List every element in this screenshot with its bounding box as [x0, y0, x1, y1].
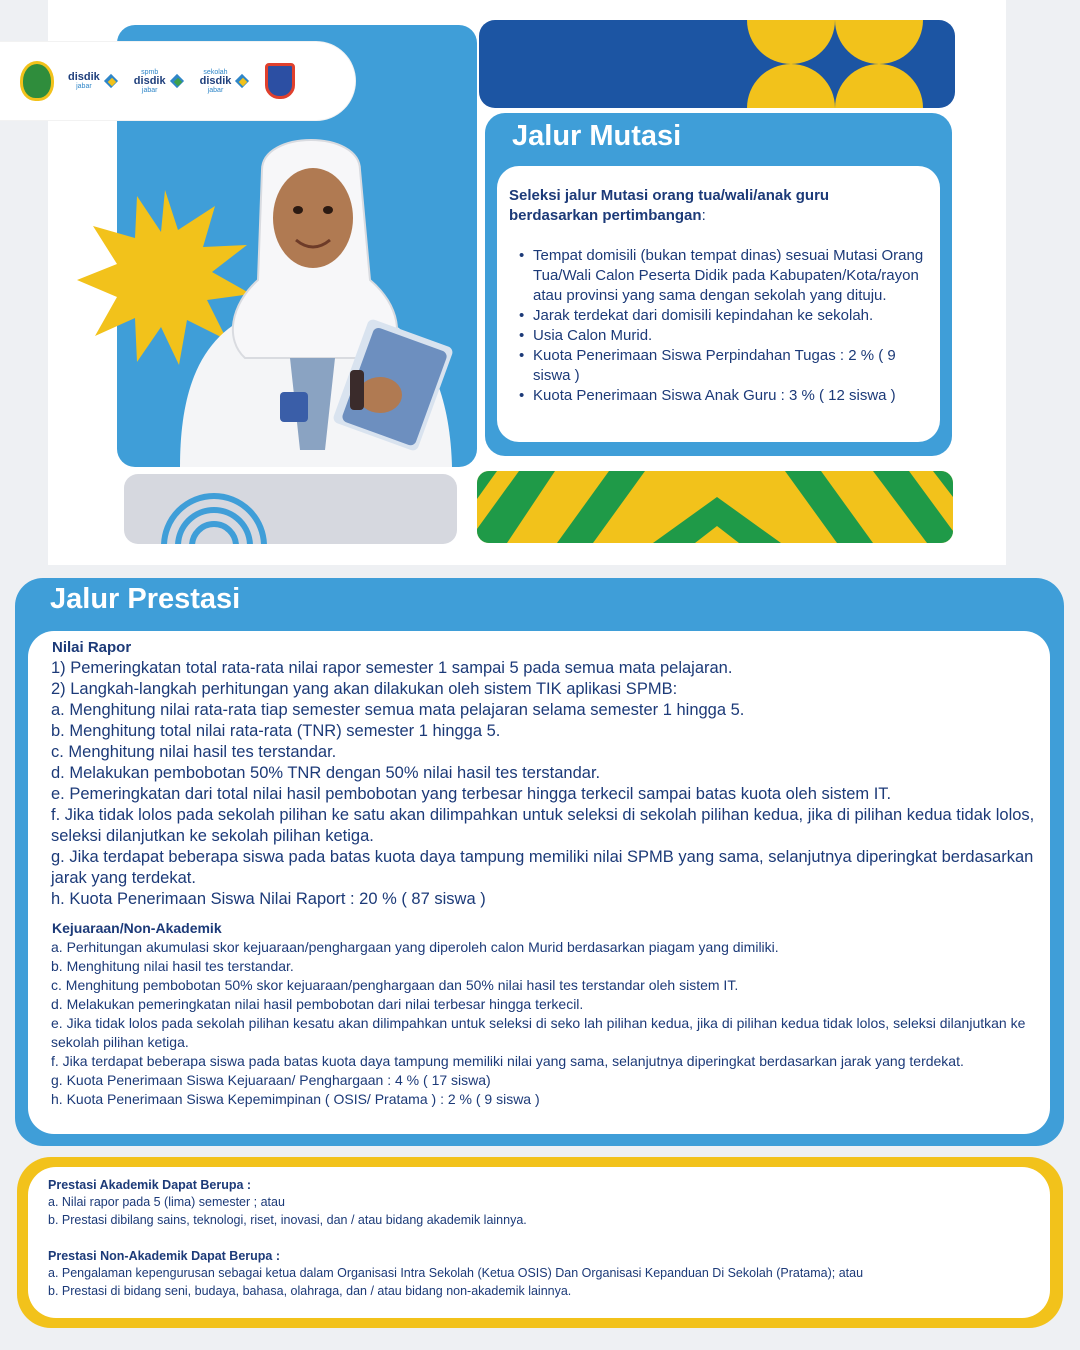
decorative-stripe-bar: [477, 471, 953, 543]
diamond-icon: [168, 72, 186, 90]
akademik-heading: Prestasi Akademik Dapat Berupa :: [48, 1178, 252, 1192]
list-item: b. Prestasi di bidang seni, budaya, bahasa, olahraga, dan / atau bidang non-akademik lainnya.: [48, 1283, 572, 1298]
mutasi-criteria-list: [519, 246, 924, 406]
list-item: • Kuota Penerimaan Siswa Perpindahan Tugas : 2 % ( 9 siswa ): [519, 346, 924, 386]
logo-text: spmb: [141, 68, 159, 76]
list-item: d. Melakukan pembobotan 50% TNR dengan 50% nilai hasil tes terstandar.: [51, 764, 601, 782]
decorative-top-bar: [479, 20, 955, 108]
list-item: f. Jika terdapat beberapa siswa pada batas kuota daya tampung memiliki nilai yang sama, selanjutnya diperingkat berdasarkan jarak yang terdekat.: [51, 1053, 964, 1069]
list-item: c. Menghitung pembobotan 50% skor kejuaraan/penghargaan dan 50% nilai hasil tes terstandar oleh sistem IT.: [51, 977, 739, 993]
list-item: a. Nilai rapor pada 5 (lima) semester ; atau: [48, 1195, 285, 1209]
diamond-icon: [102, 72, 120, 90]
logo-text: disdik: [133, 74, 166, 87]
circle-pattern-decoration: [479, 20, 955, 108]
list-item: a. Pengalaman kepengurusan sebagai ketua dalam Organisasi Intra Sekolah (Ketua OSIS) Dan Organisasi Kepanduan Di Sekolah (Pratama); atau: [48, 1266, 864, 1280]
logo-text: disdik: [199, 74, 232, 87]
non-akademik-heading: Prestasi Non-Akademik Dapat Berupa :: [48, 1249, 281, 1263]
disdik-jabar-logo: [68, 72, 120, 90]
list-item: a. Menghitung nilai rata-rata tiap semester semua mata pelajaran selama semester 1 hingga 5.: [51, 701, 745, 719]
prestasi-title: Jalur Prestasi: [50, 583, 241, 615]
list-item: • Jarak terdekat dari domisili kepindahan ke sekolah.: [519, 306, 924, 326]
list-item: d. Melakukan pemeringkatan nilai hasil pembobotan dari nilai terbesar hingga terkecil.: [51, 996, 584, 1012]
list-item: h. Kuota Penerimaan Siswa Kepemimpinan ( OSIS/ Pratama ) : 2 % ( 9 siswa ): [51, 1091, 540, 1107]
jabar-emblem-logo: [20, 61, 54, 101]
nilai-rapor-list: [51, 658, 1041, 910]
diamond-icon: [233, 72, 251, 90]
list-item: c. Menghitung nilai hasil tes terstandar.: [51, 743, 337, 761]
logo-text: sekolah: [203, 68, 228, 76]
arc-pattern-decoration: [124, 474, 457, 544]
list-item: e. Pemeringkatan dari total nilai hasil pembobotan yang terbesar hingga terkecil sampai batas kuota oleh sistem IT.: [51, 785, 892, 803]
list-item: b. Menghitung total nilai rata-rata (TNR) semester 1 hingga 5.: [51, 722, 501, 740]
list-item: g. Kuota Penerimaan Siswa Kejuaraan/ Penghargaan : 4 % ( 17 siswa): [51, 1072, 491, 1088]
list-item: g. Jika terdapat beberapa siswa pada batas kuota daya tampung memiliki nilai SPMB yang sama, selanjutnya diperingkat berdasarkan jarak yang terdekat.: [51, 848, 1034, 887]
list-item: b. Prestasi dibilang sains, teknologi, riset, inovasi, dan / atau bidang akademik lainnya.: [48, 1212, 527, 1227]
kejuaraan-list: [51, 938, 1046, 1109]
school-crest-logo: [265, 63, 295, 99]
logo-text: jabar: [76, 83, 92, 90]
list-item: • Usia Calon Murid.: [519, 326, 924, 346]
list-item: • Kuota Penerimaan Siswa Anak Guru : 3 % ( 12 siswa ): [519, 386, 924, 406]
mutasi-intro: [509, 186, 909, 226]
list-item: e. Jika tidak lolos pada sekolah pilihan kesatu akan dilimpahkan untuk seleksi di seko lah pilihan kedua, jika di pilihan kedua tidak lolos, seleksi dilanjutkan ke sekolah pilihan ketiga.: [51, 1015, 1026, 1050]
logo-text: jabar: [207, 86, 224, 94]
list-item: • Tempat domisili (bukan tempat dinas) sesuai Mutasi Orang Tua/Wali Calon Peserta Didik pada Kabupaten/Kota/rayon atau provinsi yang sama dengan sekolah yang dituju.: [519, 246, 924, 306]
non-akademik-list: [48, 1265, 1028, 1300]
list-item: 2) Langkah-langkah perhitungan yang akan dilakukan oleh sistem TIK aplikasi SPMB:: [51, 680, 678, 698]
list-item: a. Perhitungan akumulasi skor kejuaraan/penghargaan yang diperoleh calon Murid berdasarkan piagam yang dimiliki.: [51, 939, 779, 955]
kejuaraan-heading: Kejuaraan/Non-Akademik: [52, 920, 222, 936]
spmb-disdik-logo: [134, 69, 186, 94]
nilai-rapor-heading: Nilai Rapor: [52, 639, 132, 656]
logo-text: disdik: [68, 71, 100, 83]
list-item: f. Jika tidak lolos pada sekolah pilihan ke satu akan dilimpahkan untuk seleksi di sekolah pilihan kedua, jika di pilihan kedua tidak lolos, seleksi dilanjutkan ke sekolah pilihan ketiga.: [51, 806, 1035, 845]
mutasi-intro-text: Seleksi jalur Mutasi orang tua/wali/anak guru berdasarkan pertimbangan: [509, 187, 830, 224]
mutasi-intro-colon: :: [701, 207, 706, 224]
logo-text: jabar: [141, 86, 158, 94]
akademik-list: [48, 1194, 1028, 1229]
list-item: h. Kuota Penerimaan Siswa Nilai Raport : 20 % ( 87 siswa ): [51, 890, 486, 908]
sekolah-disdik-logo: [200, 69, 252, 94]
list-item: 1) Pemeringkatan total rata-rata nilai rapor semester 1 sampai 5 pada semua mata pelajaran.: [51, 659, 733, 677]
logo-bar: [0, 42, 355, 120]
mutasi-title: Jalur Mutasi: [512, 120, 682, 152]
list-item: b. Menghitung nilai hasil tes terstandar.: [51, 958, 294, 974]
student-photo: [170, 130, 460, 467]
decorative-grey-bar: [124, 474, 457, 544]
chevron-pattern-decoration: [477, 471, 953, 543]
